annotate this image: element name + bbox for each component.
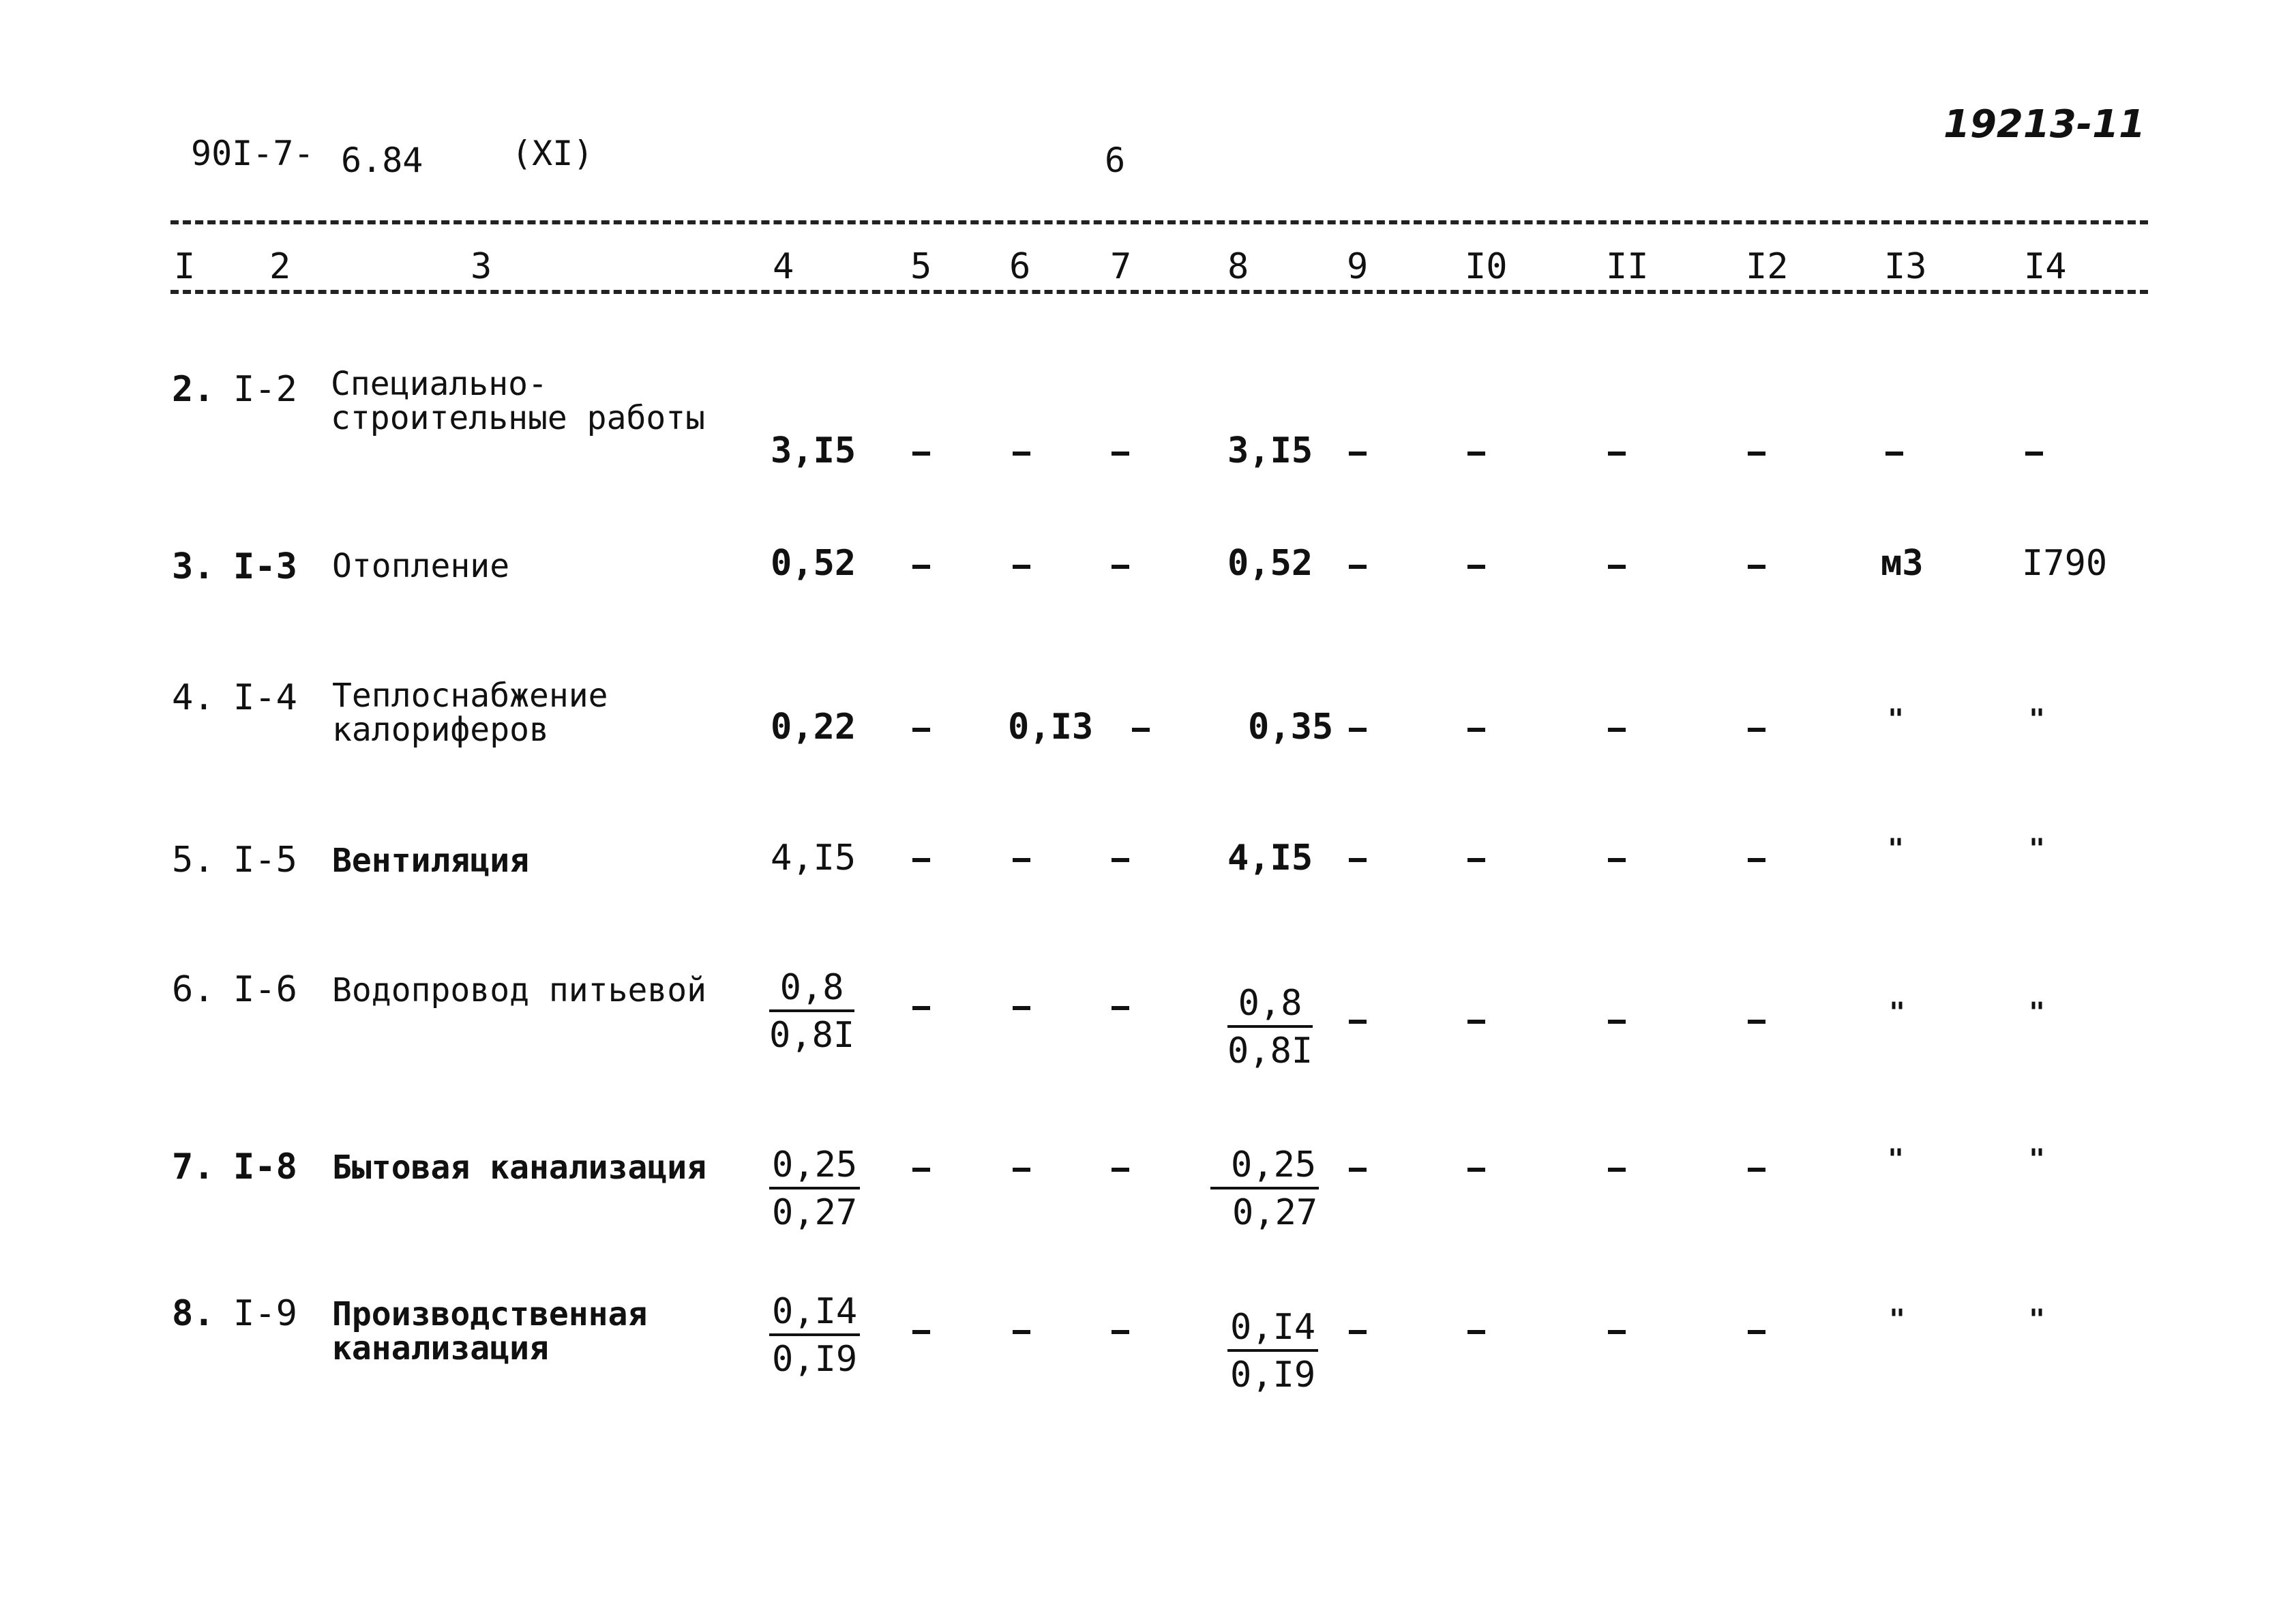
dash-col-10 [1467,858,1485,862]
dash-col-10 [1467,1330,1485,1334]
column-header-13: I3 [1884,246,1927,287]
row-code: I-5 [233,840,297,881]
fraction-col-8 [1227,983,1313,1071]
ditto-col-13: " [1889,997,1906,1029]
ditto-col-13: " [1888,704,1905,735]
row-code: I-8 [233,1147,297,1187]
ditto-col-14: " [2029,1144,2046,1175]
column-header-12: I2 [1746,246,1789,287]
ditto-col-13: " [1888,1144,1905,1175]
fraction-col-4 [769,967,855,1056]
dash-col-7 [1132,728,1150,732]
dash-col-5 [912,1330,930,1334]
row-number: 7. [172,1147,215,1187]
cell-col-13: м3 [1881,543,1924,584]
column-header-6: 6 [1009,246,1031,287]
row-number: 5. [172,840,215,881]
ditto-col-14: " [2029,997,2046,1029]
column-header-4: 4 [773,246,794,287]
row-name: Производственная канализация [332,1295,648,1368]
row-number: 6. [172,969,215,1010]
cell-col-4: 0,52 [771,543,856,584]
row-name: Теплоснабжение калориферов [332,677,608,749]
dash-col-12 [1748,858,1765,862]
ditto-col-14: " [2029,704,2046,735]
dash-col-11 [1608,728,1626,732]
fraction-numerator: 0,25 [1210,1147,1319,1189]
row-number: 2. [172,369,215,410]
dash-col-5 [912,858,930,862]
dash-col-12 [1748,452,1765,456]
dash-col-12 [1748,1330,1765,1334]
dash-col-7 [1112,452,1129,456]
cell-col-8: 0,35 [1248,707,1334,748]
dash-col-14 [2025,452,2043,456]
header-bottom-rule [170,290,2148,294]
dash-col-11 [1608,1020,1626,1024]
row-name: Вентиляция [332,842,529,880]
row-name: Специально-строительные работы [331,365,706,437]
column-header-5: 5 [910,246,932,287]
row-code: I-2 [233,369,297,410]
dash-col-5 [912,1168,930,1172]
column-header-9: 9 [1347,246,1369,287]
row-number: 8. [172,1293,215,1334]
dash-col-10 [1467,728,1485,732]
dash-col-11 [1608,452,1626,456]
column-header-14: I4 [2024,246,2067,287]
dash-col-12 [1748,1020,1765,1024]
dash-col-7 [1112,565,1129,569]
dash-col-9 [1349,728,1367,732]
fraction-denominator: 0,I9 [1230,1355,1316,1395]
column-header-10: I0 [1465,246,1508,287]
dash-col-9 [1349,1168,1367,1172]
dash-col-11 [1608,1330,1626,1334]
page-number: 6 [1105,141,1126,180]
dash-col-13 [1885,452,1903,456]
dash-col-5 [912,452,930,456]
dash-col-9 [1349,1020,1367,1024]
dash-col-10 [1467,1168,1485,1172]
dash-col-7 [1112,1006,1129,1010]
fraction-col-4 [769,1144,860,1233]
dash-col-6 [1013,1330,1030,1334]
dash-col-6 [1013,1168,1030,1172]
dash-col-7 [1112,1168,1129,1172]
fraction-col-8 [1227,1307,1318,1395]
cell-col-8: 3,I5 [1227,430,1313,471]
column-header-8: 8 [1227,246,1249,287]
dash-col-10 [1467,452,1485,456]
dash-col-9 [1349,1330,1367,1334]
document-code-suffix: 6.84 [341,141,423,180]
cell-col-14: I790 [2022,543,2108,584]
column-header-3: 3 [471,246,492,287]
header-top-rule [170,220,2148,224]
dash-col-11 [1608,1168,1626,1172]
dash-col-5 [912,1006,930,1010]
row-number: 3. [172,546,215,587]
cell-col-4: 4,I5 [771,838,856,878]
dash-col-7 [1112,1330,1129,1334]
column-header-7: 7 [1110,246,1132,287]
dash-col-5 [912,565,930,569]
sheet-number: (XI) [511,134,594,173]
column-header-1: I [174,246,196,287]
dash-col-10 [1467,565,1485,569]
fraction-denominator: 0,8I [1227,1031,1313,1071]
ditto-col-14: " [2029,833,2046,865]
row-code: I-6 [233,969,297,1010]
row-name: Водопровод питьевой [332,971,707,1009]
ditto-col-13: " [1889,1304,1906,1335]
fraction-col-8 [1210,1144,1319,1233]
dash-col-12 [1748,565,1765,569]
dash-col-6 [1013,565,1030,569]
dash-col-9 [1349,565,1367,569]
row-code: I-3 [233,546,297,587]
dash-col-12 [1748,1168,1765,1172]
dash-col-7 [1112,858,1129,862]
cell-col-8: 0,52 [1227,543,1313,584]
row-code: I-4 [233,677,297,718]
dash-col-5 [912,728,930,732]
fraction-col-4 [769,1291,860,1380]
fraction-numerator: 0,I4 [769,1294,860,1336]
dash-col-11 [1608,565,1626,569]
archive-stamp: 19213-11 [1943,102,2145,147]
dash-col-6 [1013,1006,1030,1010]
row-name: Отопление [332,547,510,585]
cell-col-8: 4,I5 [1227,838,1313,878]
row-name: Бытовая канализация [332,1149,707,1187]
dash-col-10 [1467,1020,1485,1024]
dash-col-9 [1349,452,1367,456]
row-code: I-9 [233,1293,297,1334]
fraction-numerator: 0,8 [769,970,854,1012]
cell-col-4: 0,22 [771,707,856,748]
fraction-numerator: 0,8 [1227,986,1313,1028]
cell-col-6: 0,I3 [1008,707,1094,748]
ditto-col-14: " [2029,1304,2046,1335]
fraction-denominator: 0,I9 [772,1339,858,1380]
column-header-2: 2 [269,246,291,287]
dash-col-12 [1748,728,1765,732]
fraction-numerator: 0,25 [769,1147,860,1189]
fraction-denominator: 0,27 [1232,1192,1318,1233]
row-number: 4. [172,677,215,718]
ditto-col-13: " [1888,833,1905,865]
fraction-denominator: 0,27 [772,1192,858,1233]
dash-col-11 [1608,858,1626,862]
dash-col-6 [1013,452,1030,456]
fraction-denominator: 0,8I [769,1015,855,1056]
document-code: 90I-7- [191,134,314,173]
dash-col-6 [1013,858,1030,862]
column-header-11: II [1606,246,1649,287]
dash-col-9 [1349,858,1367,862]
fraction-numerator: 0,I4 [1227,1310,1318,1352]
cell-col-4: 3,I5 [771,430,856,471]
